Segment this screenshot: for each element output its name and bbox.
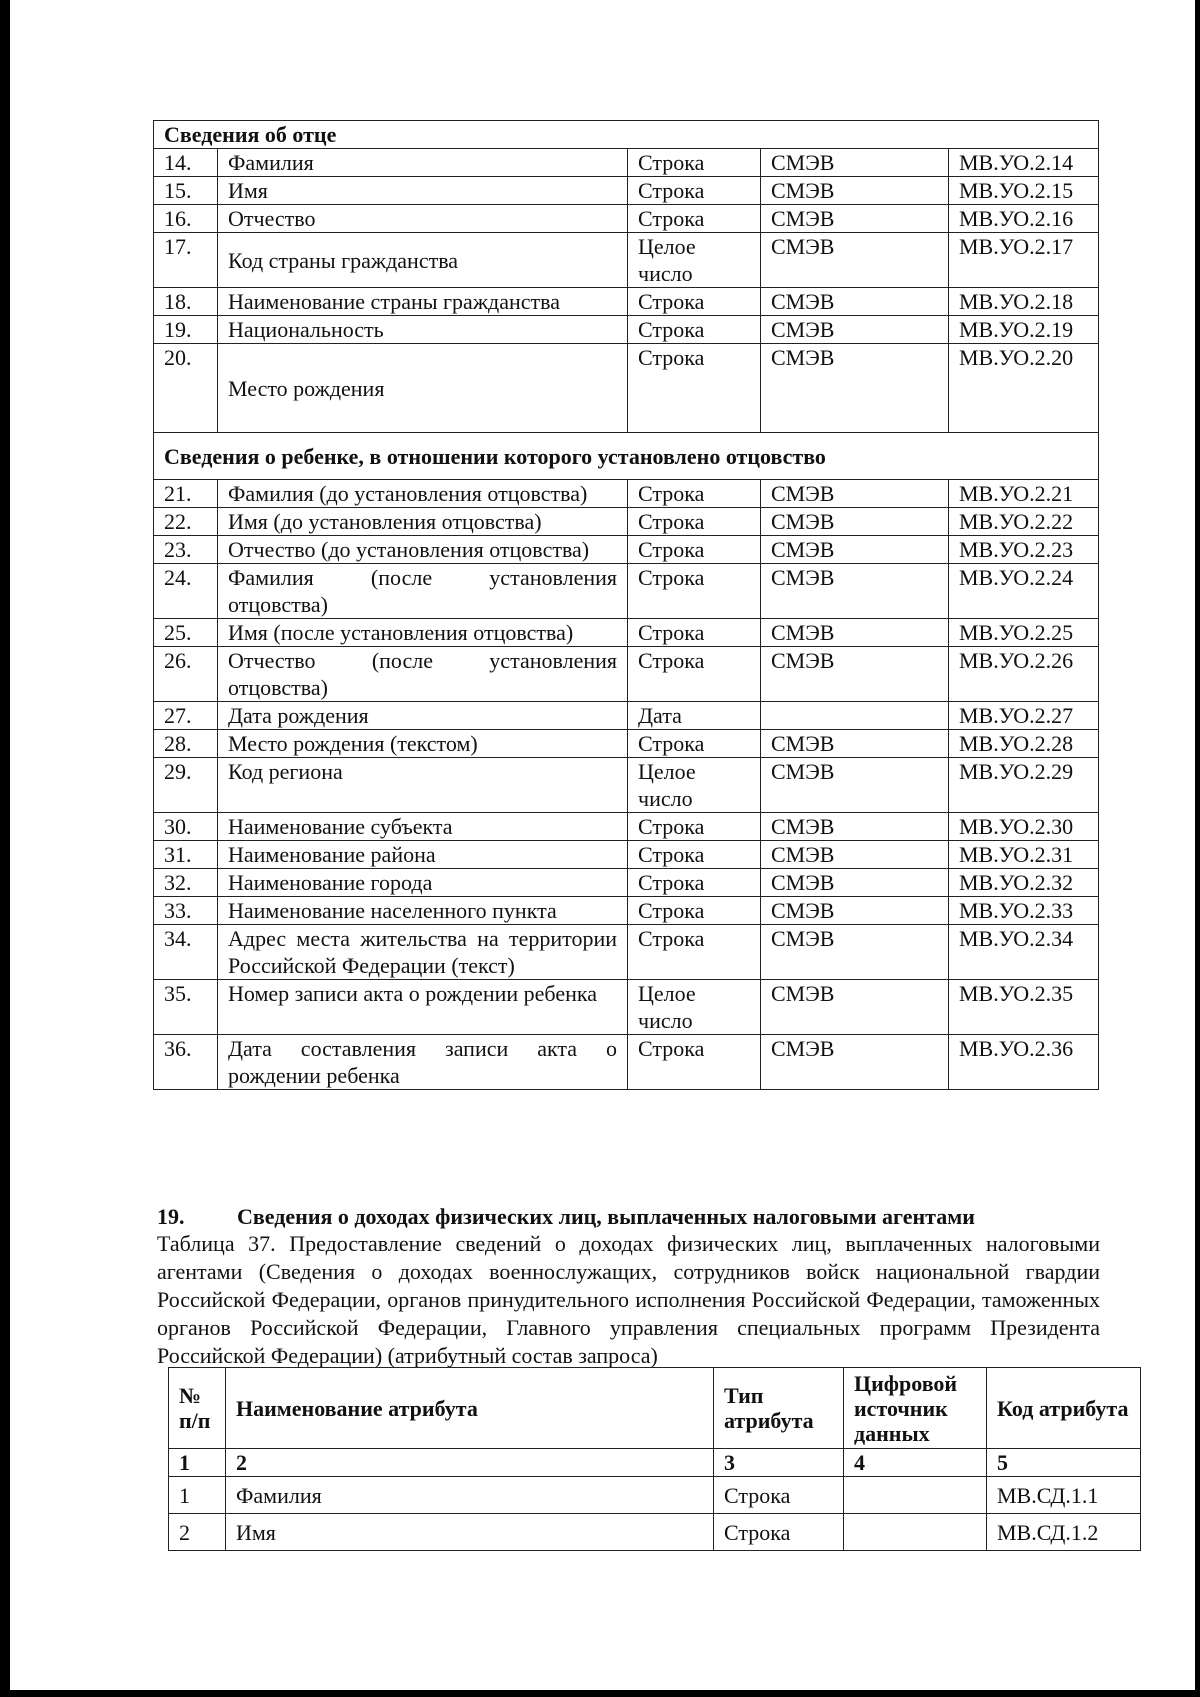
column-number: 4 <box>844 1449 987 1477</box>
attribute-code: МВ.УО.2.23 <box>949 536 1099 564</box>
attribute-code: МВ.УО.2.34 <box>949 925 1099 980</box>
attribute-code: МВ.УО.2.28 <box>949 730 1099 758</box>
header-num: № п/п <box>169 1368 226 1449</box>
attribute-type: Строка <box>628 508 761 536</box>
header-source: Цифровой источник данных <box>844 1368 987 1449</box>
table-row <box>154 702 1099 730</box>
table-row <box>154 177 1099 205</box>
attribute-code: МВ.УО.2.18 <box>949 288 1099 316</box>
attribute-code: МВ.УО.2.27 <box>949 702 1099 730</box>
attribute-code: МВ.УО.2.19 <box>949 316 1099 344</box>
data-source: СМЭВ <box>761 619 949 647</box>
attribute-name: Код региона <box>218 758 628 813</box>
attribute-name: Фамилия (после установления отцовства) <box>218 564 628 619</box>
row-number: 18. <box>154 288 218 316</box>
attribute-name: Имя (после установления отцовства) <box>218 619 628 647</box>
table-row <box>154 841 1099 869</box>
attribute-name: Национальность <box>218 316 628 344</box>
attribute-type: Строка <box>628 344 761 433</box>
attribute-code: МВ.УО.2.36 <box>949 1035 1099 1090</box>
data-source: СМЭВ <box>761 980 949 1035</box>
table-row <box>154 480 1099 508</box>
table-row <box>154 205 1099 233</box>
data-source <box>761 702 949 730</box>
table-37-caption: Таблица 37. Предоставление сведений о доходах физических лиц, выплаченных налоговыми агентами (Сведения о доходах военнослужащих, сотрудников войск национальной гвардии Российской Федерации, органов принудительного исполнения Российской Федерации, таможенных органов Российской Федерации, Главного управления специальных программ Президента Российской Федерации) (атрибутный состав запроса) <box>157 1231 1100 1368</box>
data-source <box>844 1514 987 1551</box>
scan-border-right <box>1195 0 1200 1697</box>
attribute-type: Целое число <box>628 233 761 288</box>
data-source: СМЭВ <box>761 508 949 536</box>
table-row <box>154 897 1099 925</box>
attribute-type: Строка <box>628 149 761 177</box>
data-source: СМЭВ <box>761 177 949 205</box>
attribute-type: Строка <box>628 1035 761 1090</box>
row-number: 33. <box>154 897 218 925</box>
data-source: СМЭВ <box>761 758 949 813</box>
table-row <box>154 536 1099 564</box>
attribute-type: Строка <box>628 480 761 508</box>
attribute-type: Строка <box>628 288 761 316</box>
attribute-type: Целое число <box>628 980 761 1035</box>
section-father-heading: Сведения об отце <box>154 121 1099 149</box>
header-name: Наименование атрибута <box>226 1368 714 1449</box>
table-row <box>154 758 1099 813</box>
data-source: СМЭВ <box>761 149 949 177</box>
attribute-type: Строка <box>628 813 761 841</box>
section-row-father <box>154 121 1099 149</box>
data-source: СМЭВ <box>761 1035 949 1090</box>
table-row <box>154 730 1099 758</box>
attribute-code: МВ.УО.2.17 <box>949 233 1099 288</box>
table-row <box>154 647 1099 702</box>
header-code: Код атрибута <box>987 1368 1141 1449</box>
attribute-name: Имя <box>226 1514 714 1551</box>
row-number: 16. <box>154 205 218 233</box>
attribute-type: Строка <box>714 1514 844 1551</box>
attribute-code: МВ.СД.1.1 <box>987 1477 1141 1514</box>
table-row <box>154 288 1099 316</box>
header-type: Тип атрибута <box>714 1368 844 1449</box>
attribute-type: Строка <box>628 841 761 869</box>
attribute-type: Строка <box>628 869 761 897</box>
attribute-type: Строка <box>628 316 761 344</box>
attributes-table-37 <box>168 1367 1141 1551</box>
row-number: 34. <box>154 925 218 980</box>
attribute-code: МВ.УО.2.26 <box>949 647 1099 702</box>
attribute-code: МВ.УО.2.33 <box>949 897 1099 925</box>
column-number: 1 <box>169 1449 226 1477</box>
data-source: СМЭВ <box>761 205 949 233</box>
table-row <box>154 619 1099 647</box>
attribute-type: Строка <box>628 897 761 925</box>
data-source: СМЭВ <box>761 288 949 316</box>
row-number: 26. <box>154 647 218 702</box>
column-number: 3 <box>714 1449 844 1477</box>
data-source: СМЭВ <box>761 730 949 758</box>
attribute-code: МВ.УО.2.31 <box>949 841 1099 869</box>
row-number: 32. <box>154 869 218 897</box>
attribute-name: Код страны гражданства <box>218 233 628 288</box>
attributes-table-continued <box>153 120 1099 1090</box>
row-number: 22. <box>154 508 218 536</box>
attribute-type: Строка <box>628 177 761 205</box>
attribute-name: Фамилия (до установления отцовства) <box>218 480 628 508</box>
row-number: 31. <box>154 841 218 869</box>
attribute-name: Имя <box>218 177 628 205</box>
data-source <box>844 1477 987 1514</box>
table-row <box>154 316 1099 344</box>
row-number: 19. <box>154 316 218 344</box>
table-row <box>154 980 1099 1035</box>
section-19-title: Сведения о доходах физических лиц, выплаченных налоговыми агентами <box>237 1204 975 1229</box>
attribute-code: МВ.СД.1.2 <box>987 1514 1141 1551</box>
data-source: СМЭВ <box>761 869 949 897</box>
table-row <box>154 233 1099 288</box>
row-number: 30. <box>154 813 218 841</box>
section-19-number: 19. <box>157 1204 185 1229</box>
table-header-row <box>169 1368 1141 1449</box>
table-row <box>169 1477 1141 1514</box>
attribute-type: Строка <box>628 647 761 702</box>
row-number: 24. <box>154 564 218 619</box>
data-source: СМЭВ <box>761 813 949 841</box>
attribute-type: Строка <box>628 925 761 980</box>
attribute-code: МВ.УО.2.14 <box>949 149 1099 177</box>
table-row <box>154 869 1099 897</box>
row-number: 20. <box>154 344 218 433</box>
attribute-code: МВ.УО.2.24 <box>949 564 1099 619</box>
row-number: 1 <box>169 1477 226 1514</box>
attribute-type: Строка <box>628 619 761 647</box>
section-19-heading <box>157 1203 1100 1230</box>
table-row <box>154 925 1099 980</box>
row-number: 29. <box>154 758 218 813</box>
data-source: СМЭВ <box>761 647 949 702</box>
row-number: 23. <box>154 536 218 564</box>
data-source: СМЭВ <box>761 316 949 344</box>
attribute-name: Место рождения (текстом) <box>218 730 628 758</box>
data-source: СМЭВ <box>761 344 949 433</box>
row-number: 2 <box>169 1514 226 1551</box>
attribute-name: Наименование субъекта <box>218 813 628 841</box>
attribute-name: Место рождения <box>218 344 628 433</box>
row-number: 35. <box>154 980 218 1035</box>
attribute-code: МВ.УО.2.15 <box>949 177 1099 205</box>
attribute-code: МВ.УО.2.29 <box>949 758 1099 813</box>
attribute-type: Строка <box>628 564 761 619</box>
row-number: 14. <box>154 149 218 177</box>
column-numbers-row <box>169 1449 1141 1477</box>
data-source: СМЭВ <box>761 925 949 980</box>
attribute-name: Номер записи акта о рождении ребенка <box>218 980 628 1035</box>
attribute-name: Отчество (после установления отцовства) <box>218 647 628 702</box>
data-source: СМЭВ <box>761 564 949 619</box>
attribute-code: МВ.УО.2.20 <box>949 344 1099 433</box>
attribute-type: Целое число <box>628 758 761 813</box>
table-row <box>154 813 1099 841</box>
scan-border-bottom <box>0 1690 1200 1697</box>
attribute-name: Дата составления записи акта о рождении ребенка <box>218 1035 628 1090</box>
data-source: СМЭВ <box>761 841 949 869</box>
attribute-name: Наименование населенного пункта <box>218 897 628 925</box>
attribute-code: МВ.УО.2.16 <box>949 205 1099 233</box>
section-child-heading: Сведения о ребенке, в отношении которого установлено отцовство <box>154 433 1099 480</box>
table-row <box>154 564 1099 619</box>
table-row <box>154 508 1099 536</box>
attribute-name: Отчество (до установления отцовства) <box>218 536 628 564</box>
attribute-code: МВ.УО.2.30 <box>949 813 1099 841</box>
attribute-type: Дата <box>628 702 761 730</box>
attribute-type: Строка <box>628 730 761 758</box>
row-number: 25. <box>154 619 218 647</box>
row-number: 17. <box>154 233 218 288</box>
data-source: СМЭВ <box>761 233 949 288</box>
attribute-type: Строка <box>714 1477 844 1514</box>
attribute-name: Наименование города <box>218 869 628 897</box>
table-row <box>154 344 1099 433</box>
attribute-name: Отчество <box>218 205 628 233</box>
attribute-code: МВ.УО.2.25 <box>949 619 1099 647</box>
attribute-name: Фамилия <box>226 1477 714 1514</box>
data-source: СМЭВ <box>761 536 949 564</box>
column-number: 2 <box>226 1449 714 1477</box>
attribute-name: Адрес места жительства на территории Российской Федерации (текст) <box>218 925 628 980</box>
attribute-name: Фамилия <box>218 149 628 177</box>
attribute-code: МВ.УО.2.32 <box>949 869 1099 897</box>
attribute-name: Наименование страны гражданства <box>218 288 628 316</box>
row-number: 15. <box>154 177 218 205</box>
attribute-name: Имя (до установления отцовства) <box>218 508 628 536</box>
attribute-type: Строка <box>628 205 761 233</box>
table-row <box>154 149 1099 177</box>
row-number: 36. <box>154 1035 218 1090</box>
data-source: СМЭВ <box>761 897 949 925</box>
row-number: 27. <box>154 702 218 730</box>
section-row-child <box>154 433 1099 480</box>
attribute-code: МВ.УО.2.22 <box>949 508 1099 536</box>
attribute-code: МВ.УО.2.21 <box>949 480 1099 508</box>
data-source: СМЭВ <box>761 480 949 508</box>
table-row <box>169 1514 1141 1551</box>
row-number: 28. <box>154 730 218 758</box>
table-row <box>154 1035 1099 1090</box>
attribute-code: МВ.УО.2.35 <box>949 980 1099 1035</box>
attribute-name: Дата рождения <box>218 702 628 730</box>
attribute-name: Наименование района <box>218 841 628 869</box>
attribute-type: Строка <box>628 536 761 564</box>
row-number: 21. <box>154 480 218 508</box>
column-number: 5 <box>987 1449 1141 1477</box>
scan-border-left <box>0 0 10 1697</box>
